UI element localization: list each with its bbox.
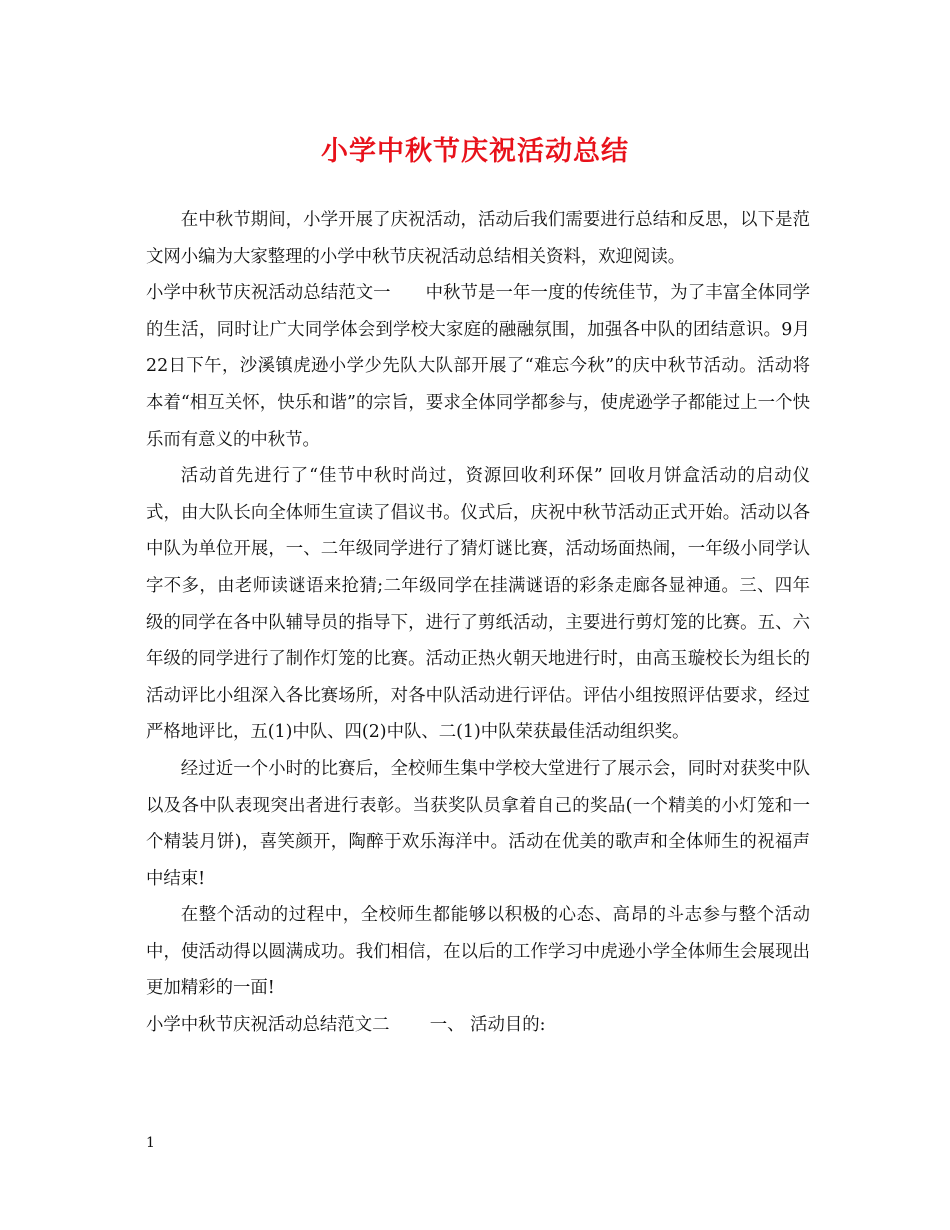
activity-paragraph: 活动首先进行了“佳节中秋时尚过，资源回收利环保” 回收月饼盒活动的启动仪式，由大队长向全体师生宣读了倡议书。仪式后，庆祝中秋节活动正式开始。活动以各中队为单位开展，一、二年级同学进行了猜灯谜比赛，活动场面热闹，一年级小同学认字不多，由老师读谜语来抢猜;二年级同学在挂满谜语的彩条走廊各显神通。三、四年级的同学在各中队辅导员的指导下，进行了剪纸活动，主要进行剪灯笼的比赛。五、六年级的同学进行了制作灯笼的比赛。活动正热火朝天地进行时，由高玉璇校长为组长的活动评比小组深入各比赛场所，对各中队活动进行评估。评估小组按照评估要求，经过严格地评比，五(1)中队、四(2)中队、二(1)中队荣获最佳活动组织奖。 (146, 466, 810, 743)
intro-paragraph: 在中秋节期间，小学开展了庆祝活动，活动后我们需要进行总结和反思，以下是范文网小编为大家整理的小学中秋节庆祝活动总结相关资料，欢迎阅读。 (146, 210, 810, 267)
page-number: 1 (146, 1135, 155, 1151)
conclusion-paragraph: 在整个活动的过程中，全校师生都能够以积极的心态、高昂的斗志参与整个活动中，使活动得以圆满成功。我们相信，在以后的工作学习中虎逊小学全体师生会展现出更加精彩的一面! (146, 905, 810, 999)
document-body (146, 202, 810, 1044)
section-one-paragraph: 小学中秋节庆祝活动总结范文一 中秋节是一年一度的传统佳节，为了丰富全体同学的生活，同时让广大同学体会到学校大家庭的融融氛围，加强各中队的团结意识。9月22日下午，沙溪镇虎逊小学少先队大队部开展了“难忘今秋”的庆中秋节活动。活动将本着“相互关怀，快乐和谐”的宗旨，要求全体同学都参与，使虎逊学子都能过上一个快乐而有意义的中秋节。 (146, 283, 810, 450)
awards-paragraph: 经过近一个小时的比赛后，全校师生集中学校大堂进行了展示会，同时对获奖中队以及各中队表现突出者进行表彰。当获奖队员拿着自己的奖品(一个精美的小灯笼和一个精装月饼)，喜笑颜开，陶醉于欢乐海洋中。活动在优美的歌声和全体师生的祝福声中结束! (146, 758, 810, 889)
section-two-heading: 小学中秋节庆祝活动总结范文二 一、 活动目的: (146, 1015, 546, 1036)
document-title: 小学中秋节庆祝活动总结 (321, 136, 629, 167)
